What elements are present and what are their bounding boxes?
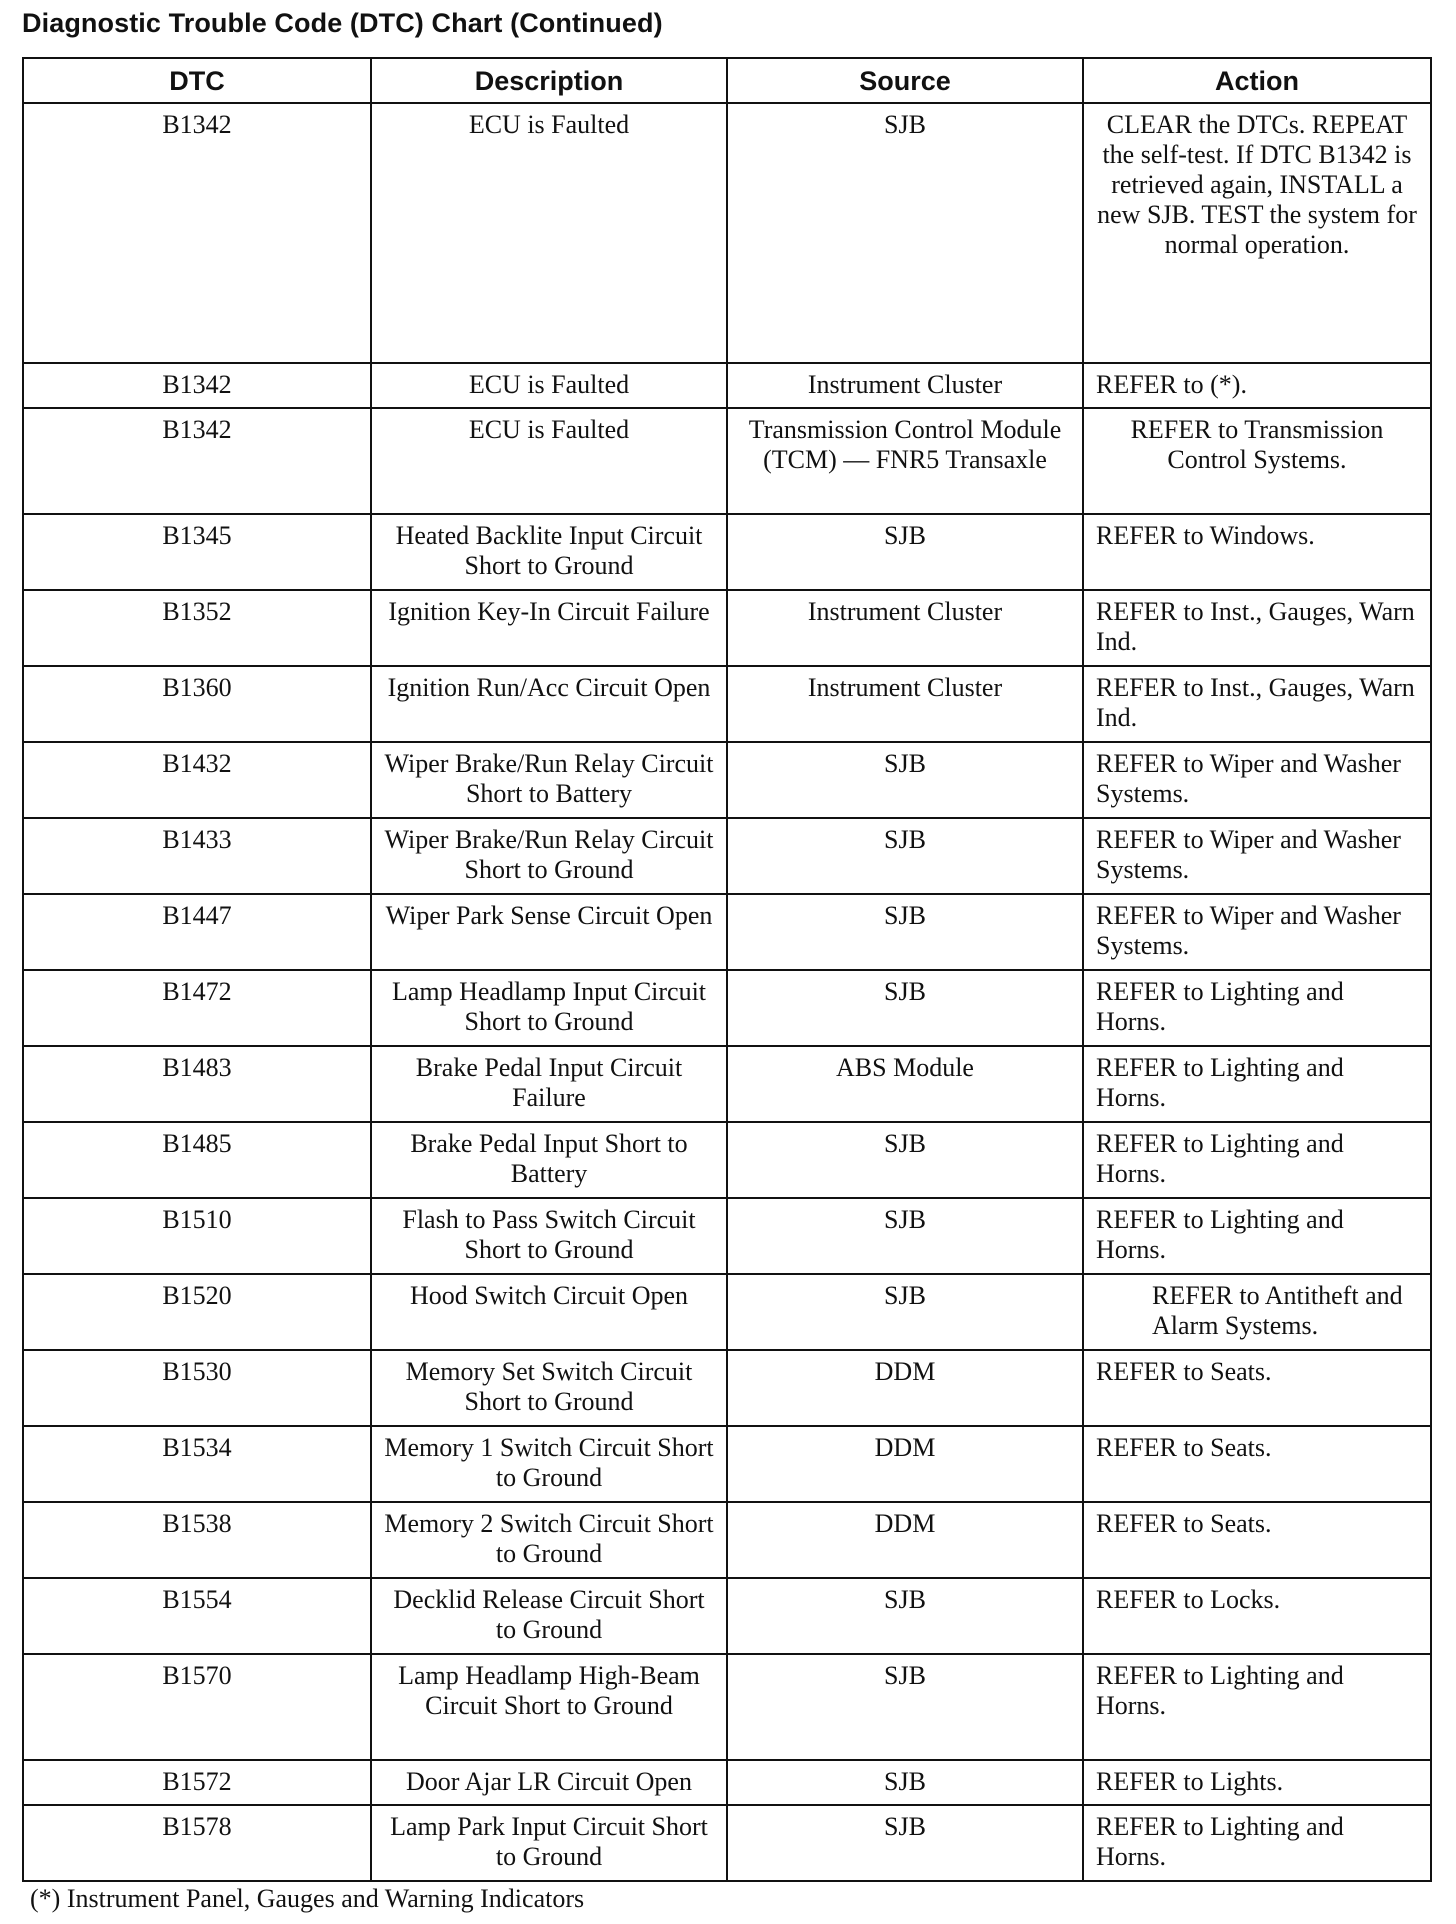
dtc-code: B1352 (23, 590, 371, 666)
dtc-source: DDM (727, 1426, 1083, 1502)
dtc-description: ECU is Faulted (371, 363, 727, 408)
table-row (23, 1122, 1431, 1198)
dtc-source: SJB (727, 1122, 1083, 1198)
dtc-description: Lamp Headlamp High-Beam Circuit Short to Ground (371, 1654, 727, 1760)
dtc-source: Instrument Cluster (727, 666, 1083, 742)
dtc-action: REFER to Wiper and Washer Systems. (1083, 818, 1431, 894)
table-row (23, 1805, 1431, 1881)
dtc-source: SJB (727, 1654, 1083, 1760)
dtc-code: B1570 (23, 1654, 371, 1760)
table-row (23, 1426, 1431, 1502)
dtc-action: REFER to Transmission Control Systems. (1083, 408, 1431, 514)
dtc-action: REFER to Inst., Gauges, Warn Ind. (1083, 590, 1431, 666)
dtc-code: B1345 (23, 514, 371, 590)
dtc-description: Brake Pedal Input Circuit Failure (371, 1046, 727, 1122)
table-row (23, 1578, 1431, 1654)
table-row (23, 363, 1431, 408)
dtc-action: REFER to Wiper and Washer Systems. (1083, 894, 1431, 970)
dtc-description: Door Ajar LR Circuit Open (371, 1760, 727, 1805)
dtc-action: CLEAR the DTCs. REPEAT the self-test. If DTC B1342 is retrieved again, INSTALL a new SJB. TEST the system for normal operation. (1083, 103, 1431, 363)
dtc-description: Memory 1 Switch Circuit Short to Ground (371, 1426, 727, 1502)
dtc-code: B1485 (23, 1122, 371, 1198)
table-row (23, 818, 1431, 894)
table-row (23, 1274, 1431, 1350)
dtc-description: Flash to Pass Switch Circuit Short to Ground (371, 1198, 727, 1274)
dtc-source: Instrument Cluster (727, 363, 1083, 408)
dtc-action: REFER to Seats. (1083, 1502, 1431, 1578)
dtc-source: SJB (727, 1805, 1083, 1881)
dtc-description: ECU is Faulted (371, 103, 727, 363)
dtc-source: SJB (727, 1578, 1083, 1654)
dtc-source: Instrument Cluster (727, 590, 1083, 666)
dtc-source: SJB (727, 1760, 1083, 1805)
dtc-action: REFER to Seats. (1083, 1350, 1431, 1426)
table-row (23, 514, 1431, 590)
dtc-code: B1578 (23, 1805, 371, 1881)
dtc-code: B1520 (23, 1274, 371, 1350)
page-title: Diagnostic Trouble Code (DTC) Chart (Continued) (22, 8, 663, 38)
dtc-description: Wiper Brake/Run Relay Circuit Short to Ground (371, 818, 727, 894)
dtc-description: Memory Set Switch Circuit Short to Ground (371, 1350, 727, 1426)
dtc-code: B1360 (23, 666, 371, 742)
dtc-source: ABS Module (727, 1046, 1083, 1122)
table-row (23, 970, 1431, 1046)
dtc-action: REFER to Lighting and Horns. (1083, 1122, 1431, 1198)
dtc-code: B1342 (23, 103, 371, 363)
dtc-action: REFER to Seats. (1083, 1426, 1431, 1502)
dtc-code: B1472 (23, 970, 371, 1046)
header-description: Description (371, 58, 727, 103)
dtc-description: Hood Switch Circuit Open (371, 1274, 727, 1350)
dtc-action: REFER to Windows. (1083, 514, 1431, 590)
table-row (23, 103, 1431, 363)
dtc-code: B1483 (23, 1046, 371, 1122)
table-row (23, 1198, 1431, 1274)
dtc-code: B1572 (23, 1760, 371, 1805)
dtc-source: SJB (727, 818, 1083, 894)
header-dtc: DTC (23, 58, 371, 103)
dtc-source: SJB (727, 1198, 1083, 1274)
dtc-description: Memory 2 Switch Circuit Short to Ground (371, 1502, 727, 1578)
dtc-code: B1554 (23, 1578, 371, 1654)
table-row (23, 1502, 1431, 1578)
table-row (23, 1046, 1431, 1122)
dtc-description: Heated Backlite Input Circuit Short to Ground (371, 514, 727, 590)
dtc-source: Transmission Control Module (TCM) — FNR5 Transaxle (727, 408, 1083, 514)
dtc-action: REFER to Lighting and Horns. (1083, 1805, 1431, 1881)
table-row (23, 894, 1431, 970)
dtc-source: DDM (727, 1502, 1083, 1578)
dtc-description: Ignition Run/Acc Circuit Open (371, 666, 727, 742)
dtc-code: B1510 (23, 1198, 371, 1274)
dtc-source: SJB (727, 103, 1083, 363)
dtc-description: Wiper Park Sense Circuit Open (371, 894, 727, 970)
table-row (23, 1654, 1431, 1760)
dtc-code: B1534 (23, 1426, 371, 1502)
dtc-action: REFER to Locks. (1083, 1578, 1431, 1654)
dtc-action: REFER to Lighting and Horns. (1083, 1046, 1431, 1122)
dtc-source: SJB (727, 894, 1083, 970)
dtc-code: B1342 (23, 408, 371, 514)
dtc-code: B1342 (23, 363, 371, 408)
header-action: Action (1083, 58, 1431, 103)
dtc-description: Wiper Brake/Run Relay Circuit Short to Battery (371, 742, 727, 818)
table-row (23, 590, 1431, 666)
dtc-code: B1538 (23, 1502, 371, 1578)
dtc-table (22, 57, 1432, 1882)
dtc-description: Decklid Release Circuit Short to Ground (371, 1578, 727, 1654)
table-row (23, 666, 1431, 742)
dtc-action: REFER to (*). (1083, 363, 1431, 408)
dtc-action: REFER to Antitheft and Alarm Systems. (1083, 1274, 1431, 1350)
table-row (23, 1760, 1431, 1805)
dtc-source: SJB (727, 970, 1083, 1046)
dtc-action: REFER to Lighting and Horns. (1083, 970, 1431, 1046)
table-header-row (23, 58, 1431, 103)
dtc-action: REFER to Lights. (1083, 1760, 1431, 1805)
dtc-description: Lamp Park Input Circuit Short to Ground (371, 1805, 727, 1881)
dtc-source: SJB (727, 742, 1083, 818)
header-source: Source (727, 58, 1083, 103)
table-row (23, 408, 1431, 514)
dtc-source: DDM (727, 1350, 1083, 1426)
dtc-source: SJB (727, 514, 1083, 590)
footnote: (*) Instrument Panel, Gauges and Warning Indicators (30, 1884, 585, 1913)
dtc-action: REFER to Wiper and Washer Systems. (1083, 742, 1431, 818)
dtc-code: B1433 (23, 818, 371, 894)
dtc-source: SJB (727, 1274, 1083, 1350)
dtc-description: ECU is Faulted (371, 408, 727, 514)
dtc-action: REFER to Inst., Gauges, Warn Ind. (1083, 666, 1431, 742)
dtc-action: REFER to Lighting and Horns. (1083, 1198, 1431, 1274)
dtc-description: Ignition Key-In Circuit Failure (371, 590, 727, 666)
dtc-action: REFER to Lighting and Horns. (1083, 1654, 1431, 1760)
dtc-description: Lamp Headlamp Input Circuit Short to Ground (371, 970, 727, 1046)
table-row (23, 1350, 1431, 1426)
dtc-description: Brake Pedal Input Short to Battery (371, 1122, 727, 1198)
table-row (23, 742, 1431, 818)
dtc-code: B1432 (23, 742, 371, 818)
dtc-code: B1530 (23, 1350, 371, 1426)
dtc-code: B1447 (23, 894, 371, 970)
